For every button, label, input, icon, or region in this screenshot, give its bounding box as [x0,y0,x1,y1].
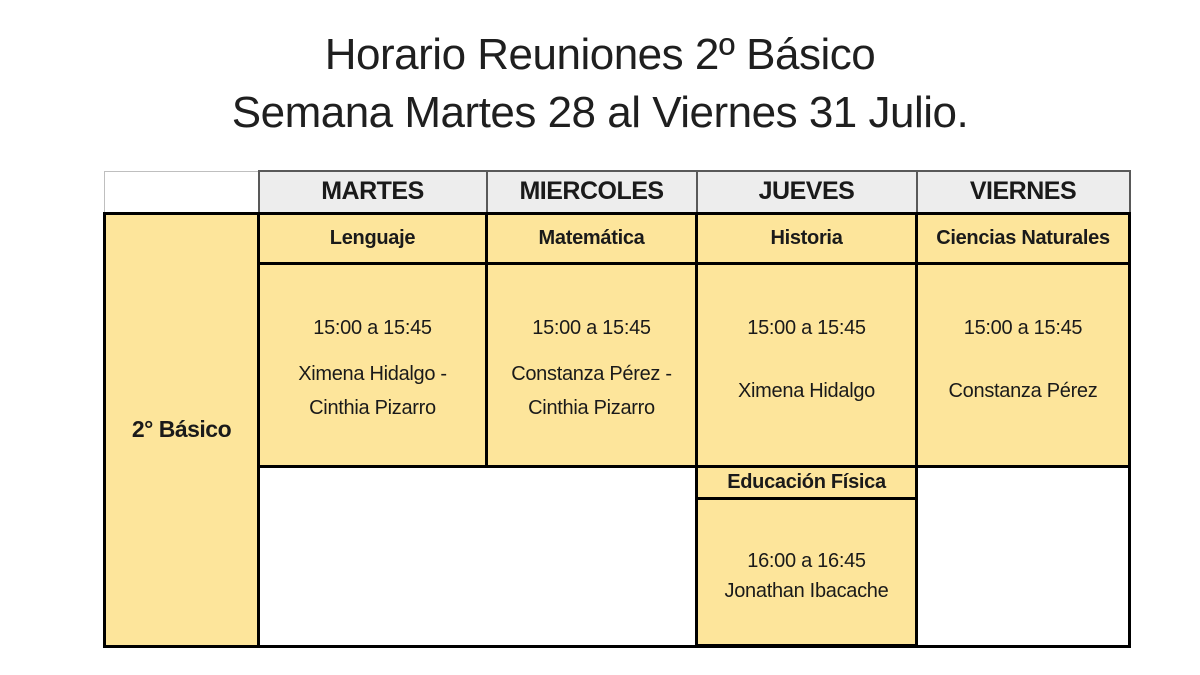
session-teachers-viernes [918,352,1128,430]
extra-subject-cell-educacion-fisica: Educación Física [697,466,917,498]
session-teachers-martes [260,352,485,430]
subject-cell-historia: Historia [697,213,917,263]
subject-cell-matematica: Matemática [487,213,697,263]
row-label-2-basico: 2° Básico [105,213,259,646]
day-header-miercoles: MIERCOLES [487,171,697,213]
session-detail-row [105,263,1130,466]
session-cell-miercoles [487,263,697,466]
schedule-table [103,170,1131,648]
day-header-jueves: JUEVES [697,171,917,213]
extra-session-time: 16:00 a 16:45 [747,549,866,572]
subject-cell-lenguaje: Lenguaje [259,213,487,263]
page-title [0,26,1200,142]
session-teachers-miercoles [488,352,695,430]
corner-cell [105,171,259,213]
session-teachers-jueves [698,352,915,430]
teacher-line: Constanza Pérez [948,379,1098,402]
teacher-line: Ximena Hidalgo - [298,362,447,385]
page-title-line2: Semana Martes 28 al Viernes 31 Julio. [231,88,969,137]
session-time-martes: 15:00 a 15:45 [313,316,432,339]
extra-session-cell-jueves [697,498,917,646]
teacher-line: Ximena Hidalgo [738,379,875,402]
session-cell-martes [259,263,487,466]
day-header-row [105,171,1130,213]
session-time-jueves: 15:00 a 15:45 [747,316,866,339]
session-cell-viernes [917,263,1130,466]
empty-cell-viernes [917,466,1130,646]
day-header-viernes: VIERNES [917,171,1130,213]
day-header-martes: MARTES [259,171,487,213]
teacher-line: Cinthia Pizarro [309,396,436,419]
empty-cell-martes-miercoles [259,466,697,646]
teacher-line: Cinthia Pizarro [528,396,655,419]
session-time-viernes: 15:00 a 15:45 [963,316,1083,339]
teacher-line: Constanza Pérez - [511,362,672,385]
subject-row [105,213,1130,263]
session-cell-jueves [697,263,917,466]
extra-session-teacher: Jonathan Ibacache [724,579,889,602]
subject-cell-ciencias-naturales: Ciencias Naturales [917,213,1130,263]
session-time-miercoles: 15:00 a 15:45 [532,316,651,339]
page-title-line1: Horario Reuniones 2º Básico [324,30,876,79]
extra-session-header-row [105,466,1130,498]
